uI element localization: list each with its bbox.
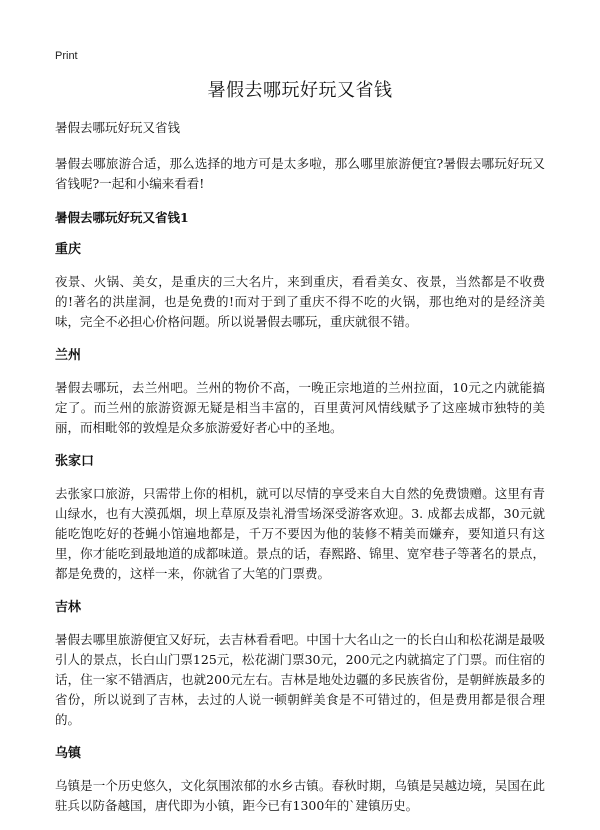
section-lanzhou xyxy=(55,346,545,438)
section-title: 兰州 xyxy=(55,348,82,363)
section-chongqing xyxy=(55,240,545,332)
section-title: 乌镇 xyxy=(55,746,82,761)
article-subtitle: 暑假去哪玩好玩又省钱 xyxy=(55,120,181,135)
section-title: 张家口 xyxy=(55,454,95,469)
article-body xyxy=(55,118,545,830)
article-heading: 暑假去哪玩好玩又省钱1 xyxy=(55,210,189,225)
print-link[interactable]: Print xyxy=(55,50,78,62)
section-text: 夜景、火锅、美女，是重庆的三大名片，来到重庆，看看美女、夜景，当然都是不收费的!著名的洪崖洞，也是免费的!而对于到了重庆不得不吃的火锅，那也绝对的是经济美味，完全不必担心价格问题。所以说暑假去哪玩，重庆就很不错。 xyxy=(55,274,545,329)
section-text: 暑假去哪玩，去兰州吧。兰州的物价不高，一晚正宗地道的兰州拉面，10元之内就能搞定了。而兰州的旅游资源无疑是相当丰富的，百里黄河风情线赋予了这座城市独特的美丽，而相毗邻的敦煌是众多旅游爱好者心中的圣地。 xyxy=(55,380,545,435)
article-intro: 暑假去哪旅游合适，那么选择的地方可是太多啦，那么哪里旅游便宜?暑假去哪玩好玩又省钱呢?一起和小编来看看! xyxy=(55,156,545,191)
section-text: 暑假去哪里旅游便宜又好玩，去吉林看看吧。中国十大名山之一的长白山和松花湖是最吸引人的景点，长白山门票125元，松花湖门票30元，200元之内就搞定了门票。而住宿的话，住一家不错酒店，也就200元左右。吉林是地处边疆的多民族省份，是朝鲜族最多的省份，所以说到了吉林，去过的人说一顿朝鲜美食是不可错过的，但是费用都是很合理的。 xyxy=(55,632,545,727)
section-text: 去张家口旅游，只需带上你的相机，就可以尽情的享受来自大自然的免费馈赠。这里有青山绿水，也有大漠孤烟，坝上草原及崇礼滑雪场深受游客欢迎。3. 成都去成都，30元就能吃饱吃好的苍蝇小馆遍地都是，千万不要因为他的装修不精美而嫌弃，要知道只有这里，你才能吃到最地道的成都味道。景点的话，春熙路、锦里、宽窄巷子等著名的景点，都是免费的，这样一来，你就省了大笔的门票费。 xyxy=(55,486,545,581)
section-title: 吉林 xyxy=(55,600,82,615)
section-wuzhen xyxy=(55,744,545,816)
section-text: 乌镇是一个历史悠久，文化氛围浓郁的水乡古镇。春秋时期，乌镇是吴越边境，吴国在此驻兵以防备越国，唐代即为小镇，距今已有1300年的`建镇历史。 xyxy=(55,778,545,813)
page-title: 暑假去哪玩好玩又省钱 xyxy=(207,80,393,101)
section-zhangjiakou xyxy=(55,452,545,584)
section-jilin xyxy=(55,598,545,730)
section-title: 重庆 xyxy=(55,242,82,257)
